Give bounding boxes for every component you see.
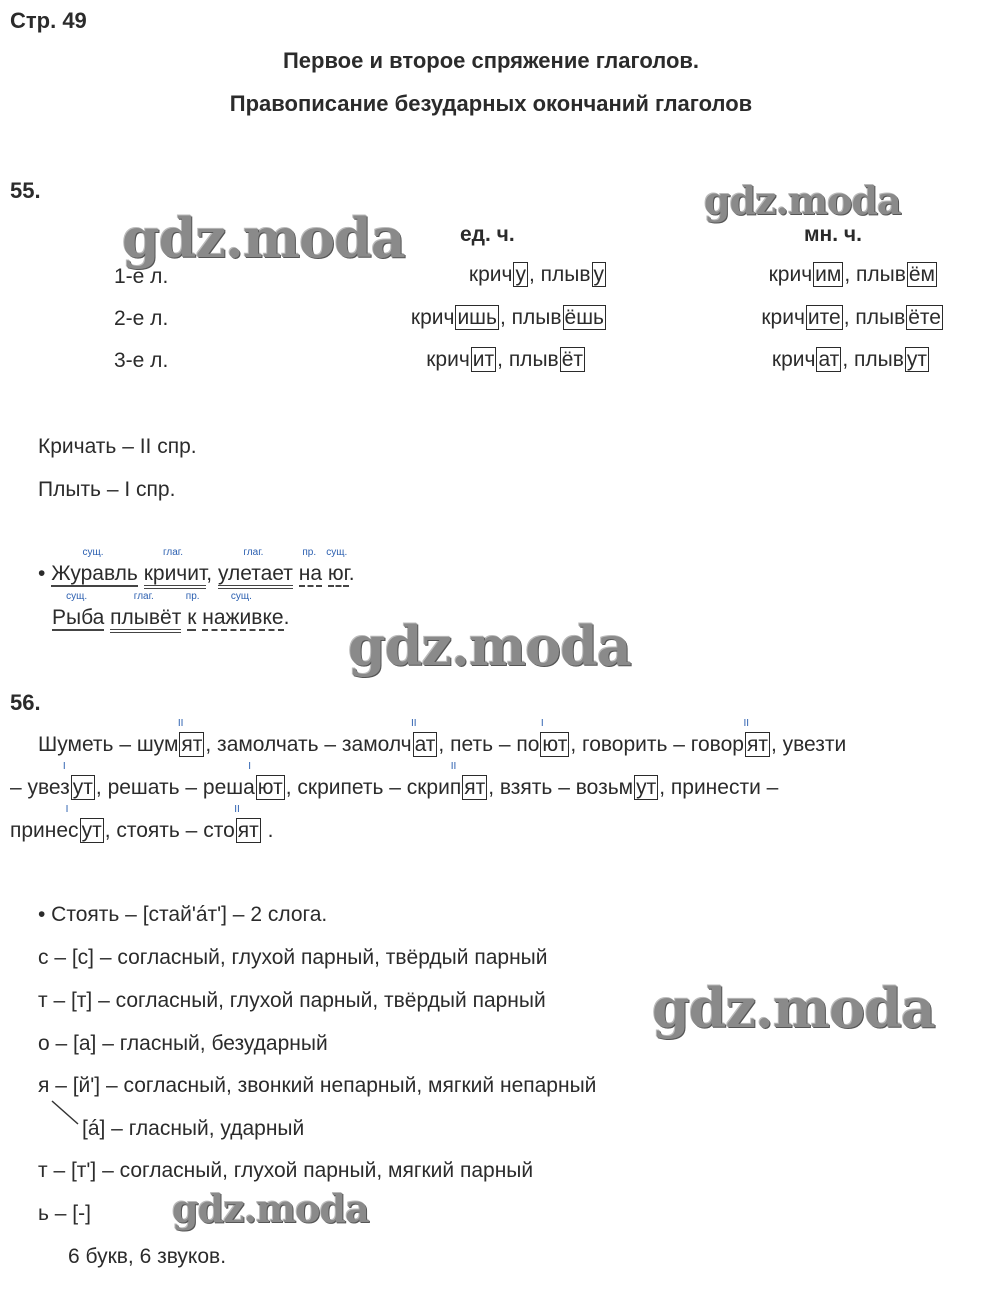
phonetic-line: с – [с] – согласный, глухой парный, твёрдый парный (38, 946, 548, 969)
verb-forms-line-3: принес I ут , стоять – сто II ят . (10, 804, 274, 842)
ending-box: им (815, 263, 842, 286)
ending-box: ём (908, 263, 935, 286)
ending-box: II ят (743, 718, 768, 756)
ending-box: ат (818, 348, 840, 371)
phonetic-line: [á] – гласный, ударный (82, 1117, 305, 1140)
ending-box: ишь (457, 306, 497, 329)
person-label: 2-е л. (114, 307, 169, 330)
phonetic-line: я – [й'] – согласный, звонкий непарный, мягкий непарный (38, 1074, 597, 1097)
ending-box: II ят (234, 804, 259, 842)
conjugation-result-1: Кричать – II спр. (38, 435, 197, 458)
ending-box: ёте (908, 306, 941, 329)
verb-forms-line-2: – увез I ут , решать – реша I ют , скрипеть – скрип II ят , взять – возьм ут , принести – (10, 761, 779, 799)
ending-box: I ют (540, 718, 568, 756)
phonetic-line: ь – [-] (38, 1202, 91, 1225)
ending-box: I ут (65, 804, 102, 842)
subject-word: сущ. Рыба (52, 591, 105, 629)
title-line-1: Первое и второе спряжение глаголов. (282, 48, 700, 73)
verb-forms-line-1: Шуметь – шум II ят , замолчать – замолч II ат , петь – по I ют , говорить – говор II ят , увезти (38, 718, 847, 756)
ending-box: II ят (450, 761, 486, 799)
predicate-word: глаг. кричит (144, 562, 207, 589)
ending-box: ут (636, 776, 657, 799)
object-word: сущ. юг (326, 547, 349, 585)
watermark-1: gdz.moda (122, 206, 405, 270)
ending-box: ут (906, 348, 927, 371)
conjugation-result-2: Плыть – I спр. (38, 478, 176, 501)
exercise-55-number: 55. (10, 178, 41, 203)
ending-box: у (515, 263, 526, 286)
plural-forms: крич ите , плыв ёте (761, 306, 941, 329)
branch-connector (48, 1098, 84, 1128)
exercise-56-number: 56. (10, 690, 41, 715)
ending-box: ёт (561, 348, 583, 371)
singular-forms: крич у , плыв у (468, 263, 604, 286)
ending-box: I ут (62, 761, 93, 799)
watermark-2: gdz.moda (704, 178, 901, 223)
ending-box: у (593, 263, 604, 286)
ending-box: I ют (248, 761, 283, 799)
person-label: 1-е л. (114, 265, 169, 288)
watermark-5: gdz.moda (172, 1186, 369, 1231)
predicate-word: глаг. плывёт (110, 606, 181, 633)
parsed-sentence-2: сущ. Рыба глаг. плывёт пр. к сущ. наживке. (52, 605, 289, 631)
column-header-plural: мн. ч. (804, 223, 862, 246)
ending-box: ит (472, 348, 495, 371)
parsed-sentence-1: • сущ. Журавль глаг. кричит, глаг. улетает пр. на сущ. юг. (38, 561, 355, 587)
singular-forms: крич ит , плыв ёт (426, 348, 583, 371)
phonetic-heading: • Стоять – [стай'áт'] – 2 слога. (38, 903, 328, 926)
ending-box: II ят (177, 718, 203, 756)
column-header-singular: ед. ч. (460, 223, 515, 246)
phonetic-line: т – [т] – согласный, глухой парный, твёрдый парный (38, 989, 546, 1012)
letter-sound-count: 6 букв, 6 звуков. (68, 1245, 227, 1268)
predicate-word: глаг. улетает (218, 562, 293, 589)
watermark-3: gdz.moda (348, 614, 631, 678)
page-label: Стр. 49 (10, 8, 87, 33)
ending-box: ёшь (564, 306, 604, 329)
subject-word: сущ. Журавль (51, 547, 138, 585)
phonetic-line: о – [а] – гласный, безударный (38, 1032, 328, 1055)
ending-box: ите (807, 306, 841, 329)
watermark-4: gdz.moda (652, 976, 935, 1040)
plural-forms: крич им , плыв ём (768, 263, 935, 286)
object-word: сущ. наживке (202, 591, 284, 629)
preposition-word: пр. на (298, 547, 323, 585)
plural-forms: крич ат , плыв ут (771, 348, 927, 371)
singular-forms: крич ишь , плыв ёшь (410, 306, 604, 329)
title-line-2: Правописание безударных окончаний глаголов (229, 91, 753, 116)
person-label: 3-е л. (114, 349, 169, 372)
preposition-word: пр. к (185, 591, 200, 629)
phonetic-line: т – [т'] – согласный, глухой парный, мягкий парный (38, 1159, 534, 1182)
ending-box: II ат (411, 718, 436, 756)
